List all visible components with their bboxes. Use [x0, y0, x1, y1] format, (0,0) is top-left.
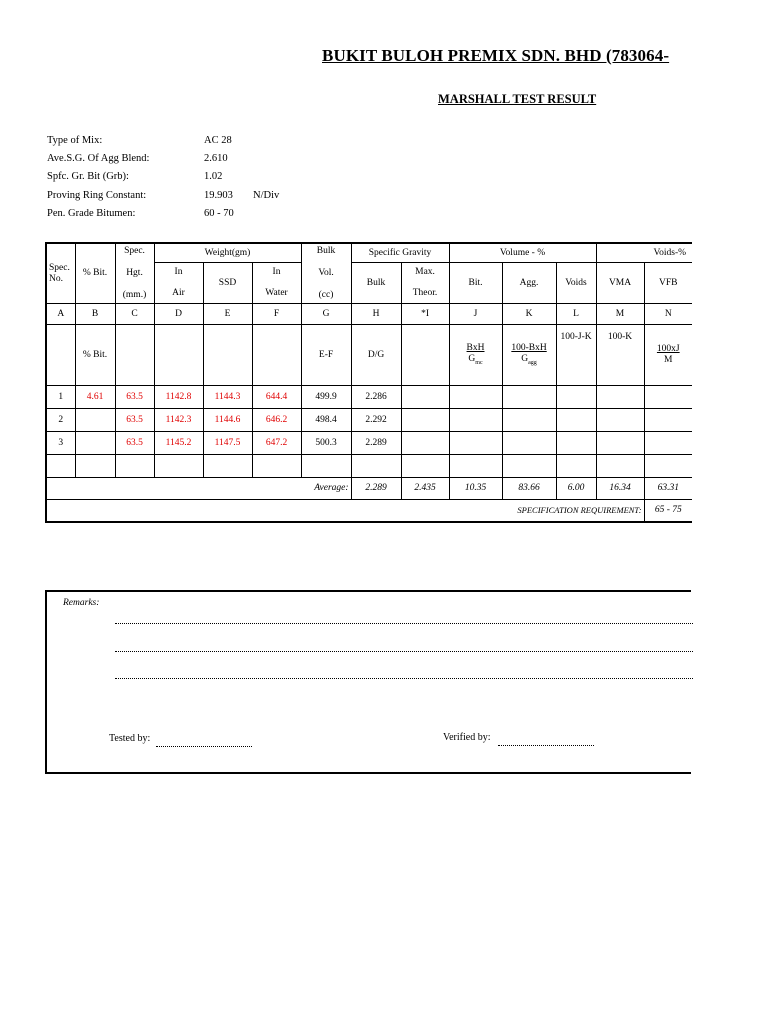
info-label-agg-sg: Ave.S.G. Of Agg Blend: — [47, 153, 150, 164]
formula-l: 100-J-K — [556, 325, 596, 386]
header-vma: VMA — [596, 263, 644, 304]
col-letter: D — [154, 304, 203, 325]
table-row — [46, 409, 692, 432]
header-weight: Weight(gm) — [154, 243, 301, 263]
cell-in-water: 644.4 — [252, 386, 301, 409]
cell-empty — [596, 455, 644, 478]
tested-by-label: Tested by: — [109, 733, 151, 744]
info-label-mix-type: Type of Mix: — [47, 135, 103, 146]
cell-bulk: 2.286 — [351, 386, 401, 409]
cell-empty — [502, 455, 556, 478]
col-letter: B — [75, 304, 115, 325]
header-voids: Voids — [556, 263, 596, 304]
col-letter: K — [502, 304, 556, 325]
average-bit: 10.35 — [449, 478, 502, 500]
cell-empty — [644, 386, 692, 409]
info-unit-ring-constant: N/Div — [253, 190, 280, 201]
cell-bulk: 2.289 — [351, 432, 401, 455]
formula-m: 100-K — [596, 325, 644, 386]
header-in-water — [252, 263, 301, 304]
remarks-dotted-line — [115, 623, 693, 624]
cell-hgt: 63.5 — [115, 432, 154, 455]
formula-j-denominator-base: G — [468, 354, 476, 365]
cell-empty — [449, 386, 502, 409]
specification-row — [46, 500, 692, 523]
cell-empty — [401, 409, 449, 432]
remarks-box — [45, 590, 691, 774]
header-max-theor — [401, 263, 449, 304]
table-row-empty — [46, 455, 692, 478]
formula-cell — [46, 325, 75, 386]
header-specific-gravity: Specific Gravity — [351, 243, 449, 263]
cell-pct-bit — [75, 409, 115, 432]
average-vfb: 63.31 — [644, 478, 692, 500]
info-value-mix-type: AC 28 — [204, 135, 232, 146]
average-vma: 16.34 — [596, 478, 644, 500]
header-max-theor-line2: Theor. — [412, 288, 438, 299]
cell-bulk: 2.292 — [351, 409, 401, 432]
marshall-results-table — [45, 242, 692, 523]
header-ssd: SSD — [203, 263, 252, 304]
formula-cell — [115, 325, 154, 386]
header-agg: Agg. — [502, 263, 556, 304]
cell-empty — [449, 432, 502, 455]
cell-empty — [401, 386, 449, 409]
cell-empty — [556, 455, 596, 478]
cell-empty — [644, 455, 692, 478]
info-label-bit-sg: Spfc. Gr. Bit (Grb): — [47, 171, 129, 182]
remarks-dotted-line — [115, 651, 693, 652]
cell-empty — [401, 455, 449, 478]
col-letter: A — [46, 304, 75, 325]
average-row — [46, 478, 692, 500]
cell-empty — [449, 409, 502, 432]
specification-label: SPECIFICATION REQUIREMENT: — [46, 500, 644, 523]
header-bulk-vol-line2: Vol. — [318, 268, 334, 279]
header-hgt-line2: Hgt. — [126, 268, 143, 279]
cell-bulk-vol: 498.4 — [301, 409, 351, 432]
average-agg: 83.66 — [502, 478, 556, 500]
formula-k-numerator: 100-BxH — [511, 343, 547, 354]
formula-j-numerator: BxH — [466, 343, 485, 354]
formula-g: E-F — [301, 325, 351, 386]
header-bulk-vol-line3: (cc) — [318, 289, 334, 300]
cell-spec-no: 2 — [46, 409, 75, 432]
header-in-air-line1: In — [174, 266, 183, 277]
header-hgt-line1: Spec. — [124, 246, 145, 257]
header-volume: Volume - % — [449, 243, 596, 263]
average-bulk: 2.289 — [351, 478, 401, 500]
cell-empty — [502, 386, 556, 409]
formula-cell — [252, 325, 301, 386]
formula-k-denominator — [503, 354, 556, 367]
cell-empty — [252, 455, 301, 478]
cell-bulk-vol: 499.9 — [301, 386, 351, 409]
formula-cell — [154, 325, 203, 386]
header-spec-no-line2: No. — [49, 273, 63, 284]
cell-in-air: 1145.2 — [154, 432, 203, 455]
header-in-water-line2: Water — [265, 288, 288, 299]
cell-empty — [644, 409, 692, 432]
cell-empty — [644, 432, 692, 455]
header-voids-pct: Voids-% — [596, 243, 692, 263]
cell-empty — [75, 455, 115, 478]
average-voids: 6.00 — [556, 478, 596, 500]
formula-pct-bit: % Bit. — [75, 325, 115, 386]
cell-spec-no: 1 — [46, 386, 75, 409]
average-label: Average: — [46, 478, 351, 500]
cell-empty — [203, 455, 252, 478]
formula-n-denominator: M — [664, 355, 673, 365]
header-bulk-vol-line1: Bulk — [316, 246, 336, 257]
cell-empty — [449, 455, 502, 478]
header-pct-bit: % Bit. — [75, 243, 115, 304]
specification-value: 65 - 75 — [644, 500, 692, 523]
cell-ssd: 1144.3 — [203, 386, 252, 409]
cell-hgt: 63.5 — [115, 386, 154, 409]
header-spec-no-line1: Spec. — [49, 262, 70, 273]
cell-empty — [596, 409, 644, 432]
col-letter: N — [644, 304, 692, 325]
info-label-pen-grade: Pen. Grade Bitumen: — [47, 208, 136, 219]
average-max-theor: 2.435 — [401, 478, 449, 500]
col-letter: J — [449, 304, 502, 325]
formula-n-numerator: 100xJ — [656, 344, 680, 355]
formula-k-subscript: agg — [528, 359, 537, 366]
cell-empty — [556, 409, 596, 432]
cell-empty — [556, 386, 596, 409]
formula-cell — [203, 325, 252, 386]
header-in-air-line2: Air — [172, 288, 185, 299]
col-letter: C — [115, 304, 154, 325]
company-name: BUKIT BULOH PREMIX SDN. BHD (783064- — [322, 46, 670, 65]
col-letter: L — [556, 304, 596, 325]
cell-spec-no: 3 — [46, 432, 75, 455]
verified-by-label: Verified by: — [443, 732, 491, 743]
cell-empty — [596, 432, 644, 455]
cell-empty — [502, 409, 556, 432]
header-max-theor-line1: Max. — [415, 266, 435, 277]
cell-in-water: 646.2 — [252, 409, 301, 432]
header-in-water-line1: In — [272, 266, 281, 277]
formula-cell — [401, 325, 449, 386]
verified-by-signature-line — [498, 745, 594, 746]
cell-ssd: 1147.5 — [203, 432, 252, 455]
info-value-pen-grade: 60 - 70 — [204, 208, 234, 219]
remarks-dotted-line — [115, 678, 693, 679]
col-letter: F — [252, 304, 301, 325]
cell-empty — [46, 455, 75, 478]
formula-k-denominator-base: G — [521, 354, 529, 365]
cell-empty — [115, 455, 154, 478]
header-hgt-line3: (mm.) — [122, 289, 147, 300]
document-title: MARSHALL TEST RESULT — [438, 92, 597, 106]
col-letter: H — [351, 304, 401, 325]
header-in-air — [154, 263, 203, 304]
col-letter: E — [203, 304, 252, 325]
cell-empty — [596, 386, 644, 409]
cell-hgt: 63.5 — [115, 409, 154, 432]
table-row — [46, 386, 692, 409]
tested-by-signature-line — [156, 746, 252, 747]
header-bit: Bit. — [449, 263, 502, 304]
col-letter: *I — [401, 304, 449, 325]
cell-empty — [351, 455, 401, 478]
header-bulk: Bulk — [351, 263, 401, 304]
info-value-bit-sg: 1.02 — [204, 171, 223, 182]
info-label-ring-constant: Proving Ring Constant: — [47, 190, 147, 201]
cell-in-air: 1142.8 — [154, 386, 203, 409]
header-bulk-vol — [301, 243, 351, 304]
formula-j-subscript: mc — [475, 359, 483, 366]
header-vfb: VFB — [644, 263, 692, 304]
formula-k — [502, 325, 556, 386]
col-letter: M — [596, 304, 644, 325]
formula-j-denominator — [450, 354, 502, 367]
cell-empty — [556, 432, 596, 455]
cell-ssd: 1144.6 — [203, 409, 252, 432]
info-value-agg-sg: 2.610 — [204, 153, 228, 164]
header-spec-hgt — [115, 243, 154, 304]
cell-empty — [502, 432, 556, 455]
cell-bulk-vol: 500.3 — [301, 432, 351, 455]
formula-n — [644, 325, 692, 386]
info-value-ring-constant: 19.903 — [204, 190, 233, 201]
table-row — [46, 432, 692, 455]
cell-in-air: 1142.3 — [154, 409, 203, 432]
formula-j — [449, 325, 502, 386]
remarks-label: Remarks: — [63, 598, 100, 608]
cell-empty — [401, 432, 449, 455]
cell-in-water: 647.2 — [252, 432, 301, 455]
formula-h: D/G — [351, 325, 401, 386]
cell-empty — [301, 455, 351, 478]
col-letter: G — [301, 304, 351, 325]
cell-empty — [154, 455, 203, 478]
header-spec-no — [46, 243, 75, 304]
cell-pct-bit — [75, 432, 115, 455]
cell-pct-bit: 4.61 — [75, 386, 115, 409]
